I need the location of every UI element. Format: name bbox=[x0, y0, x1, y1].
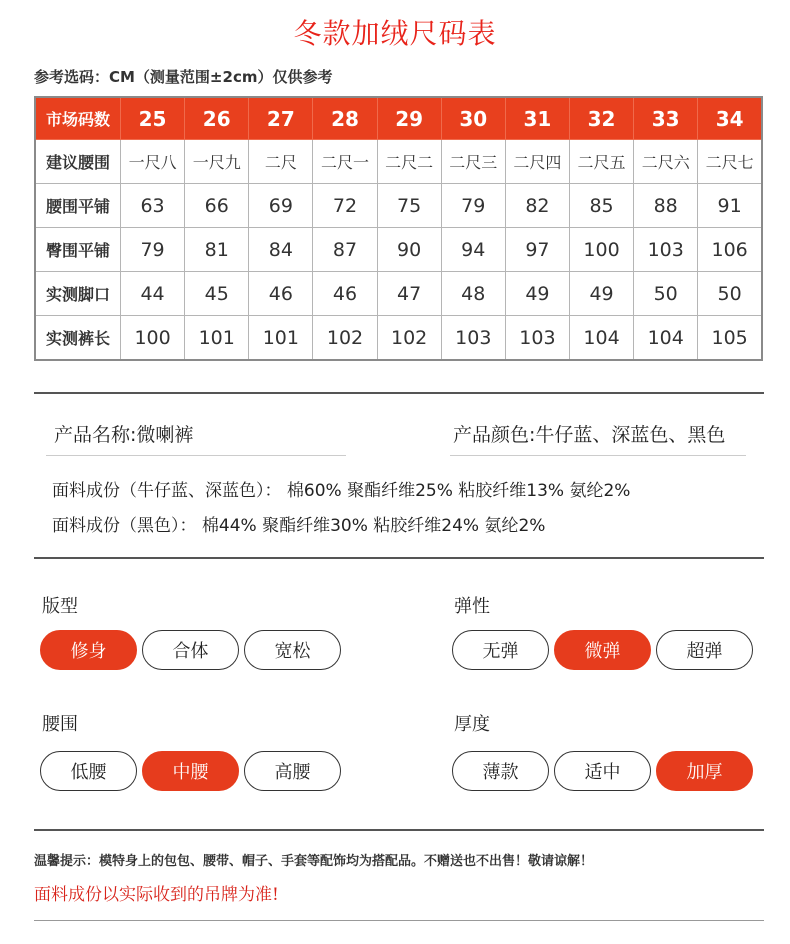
table-cell: 105 bbox=[698, 316, 762, 361]
size-header-cell: 31 bbox=[505, 97, 569, 140]
stretch-option: 无弹 bbox=[452, 630, 549, 670]
fabric-composition-black: 面料成份（黑色）： 棉44% 聚酯纤维30% 粘胶纤维24% 氨纶2% bbox=[52, 516, 546, 536]
table-cell: 103 bbox=[441, 316, 505, 361]
table-cell: 72 bbox=[313, 184, 377, 228]
product-name-underline bbox=[46, 455, 346, 456]
table-cell: 106 bbox=[698, 228, 762, 272]
table-cell: 二尺五 bbox=[569, 140, 633, 184]
table-cell: 75 bbox=[377, 184, 441, 228]
table-cell: 50 bbox=[698, 272, 762, 316]
product-colors: 产品颜色:牛仔蓝、深蓝色、黑色 bbox=[453, 424, 726, 446]
table-cell: 49 bbox=[569, 272, 633, 316]
table-cell: 44 bbox=[121, 272, 185, 316]
thickness-title: 厚度 bbox=[454, 714, 490, 735]
row-label: 建议腰围 bbox=[35, 140, 121, 184]
size-header-cell: 30 bbox=[441, 97, 505, 140]
divider-middle bbox=[34, 557, 764, 559]
row-label: 实测脚口 bbox=[35, 272, 121, 316]
stretch-title: 弹性 bbox=[454, 596, 490, 617]
table-cell: 102 bbox=[377, 316, 441, 361]
table-cell: 104 bbox=[569, 316, 633, 361]
table-cell: 66 bbox=[185, 184, 249, 228]
waist-option: 低腰 bbox=[40, 751, 137, 791]
table-cell: 二尺六 bbox=[634, 140, 698, 184]
thickness-option: 适中 bbox=[554, 751, 651, 791]
divider-top bbox=[34, 392, 764, 394]
product-colors-underline bbox=[450, 455, 746, 456]
size-header-cell: 26 bbox=[185, 97, 249, 140]
table-cell: 88 bbox=[634, 184, 698, 228]
waist-option: 高腰 bbox=[244, 751, 341, 791]
table-cell: 二尺七 bbox=[698, 140, 762, 184]
table-cell: 二尺四 bbox=[505, 140, 569, 184]
table-cell: 90 bbox=[377, 228, 441, 272]
row-label: 臀围平铺 bbox=[35, 228, 121, 272]
table-cell: 46 bbox=[313, 272, 377, 316]
thickness-option: 薄款 bbox=[452, 751, 549, 791]
table-cell: 94 bbox=[441, 228, 505, 272]
table-cell: 85 bbox=[569, 184, 633, 228]
table-row bbox=[35, 228, 762, 272]
table-cell: 84 bbox=[249, 228, 313, 272]
reference-note: 参考选码：CM（测量范围±2cm）仅供参考 bbox=[34, 68, 333, 86]
table-cell: 二尺一 bbox=[313, 140, 377, 184]
table-cell: 二尺 bbox=[249, 140, 313, 184]
table-cell: 91 bbox=[698, 184, 762, 228]
product-name: 产品名称:微喇裤 bbox=[54, 424, 194, 446]
table-row bbox=[35, 140, 762, 184]
divider-bottom bbox=[34, 829, 764, 831]
row-label: 实测裤长 bbox=[35, 316, 121, 361]
size-header-cell: 29 bbox=[377, 97, 441, 140]
size-header-cell: 33 bbox=[634, 97, 698, 140]
size-header-cell: 34 bbox=[698, 97, 762, 140]
table-cell: 二尺三 bbox=[441, 140, 505, 184]
table-cell: 79 bbox=[121, 228, 185, 272]
fabric-warning: 面料成份以实际收到的吊牌为准! bbox=[34, 885, 279, 905]
thickness-option: 加厚 bbox=[656, 751, 753, 791]
table-cell: 一尺八 bbox=[121, 140, 185, 184]
fabric-composition-blue: 面料成份（牛仔蓝、深蓝色）： 棉60% 聚酯纤维25% 粘胶纤维13% 氨纶2% bbox=[52, 481, 631, 501]
table-cell: 49 bbox=[505, 272, 569, 316]
fit-option: 合体 bbox=[142, 630, 239, 670]
table-cell: 48 bbox=[441, 272, 505, 316]
waist-title: 腰围 bbox=[42, 714, 78, 735]
size-header-cell: 25 bbox=[121, 97, 185, 140]
table-row bbox=[35, 316, 762, 361]
table-cell: 82 bbox=[505, 184, 569, 228]
tip-text: 温馨提示：模特身上的包包、腰带、帽子、手套等配饰均为搭配品。不赠送也不出售！敬请谅解！ bbox=[34, 854, 594, 869]
table-row bbox=[35, 184, 762, 228]
page-title: 冬款加绒尺码表 bbox=[293, 17, 497, 50]
table-cell: 45 bbox=[185, 272, 249, 316]
table-row bbox=[35, 272, 762, 316]
table-cell: 87 bbox=[313, 228, 377, 272]
fit-title: 版型 bbox=[42, 596, 78, 617]
size-header-cell: 32 bbox=[569, 97, 633, 140]
table-cell: 103 bbox=[505, 316, 569, 361]
table-cell: 100 bbox=[569, 228, 633, 272]
table-cell: 50 bbox=[634, 272, 698, 316]
table-cell: 46 bbox=[249, 272, 313, 316]
size-header-cell: 28 bbox=[313, 97, 377, 140]
table-cell: 二尺二 bbox=[377, 140, 441, 184]
table-cell: 97 bbox=[505, 228, 569, 272]
waist-option: 中腰 bbox=[142, 751, 239, 791]
size-header-row bbox=[35, 97, 762, 140]
table-cell: 47 bbox=[377, 272, 441, 316]
fit-option: 宽松 bbox=[244, 630, 341, 670]
table-cell: 79 bbox=[441, 184, 505, 228]
size-table bbox=[34, 96, 763, 361]
fit-option: 修身 bbox=[40, 630, 137, 670]
header-label: 市场码数 bbox=[35, 97, 121, 140]
stretch-option: 超弹 bbox=[656, 630, 753, 670]
table-cell: 103 bbox=[634, 228, 698, 272]
table-cell: 102 bbox=[313, 316, 377, 361]
table-cell: 104 bbox=[634, 316, 698, 361]
size-header-cell: 27 bbox=[249, 97, 313, 140]
table-cell: 63 bbox=[121, 184, 185, 228]
table-cell: 一尺九 bbox=[185, 140, 249, 184]
stretch-option: 微弹 bbox=[554, 630, 651, 670]
table-cell: 81 bbox=[185, 228, 249, 272]
table-cell: 100 bbox=[121, 316, 185, 361]
table-cell: 101 bbox=[249, 316, 313, 361]
table-cell: 69 bbox=[249, 184, 313, 228]
divider-end bbox=[34, 920, 764, 921]
table-cell: 101 bbox=[185, 316, 249, 361]
row-label: 腰围平铺 bbox=[35, 184, 121, 228]
